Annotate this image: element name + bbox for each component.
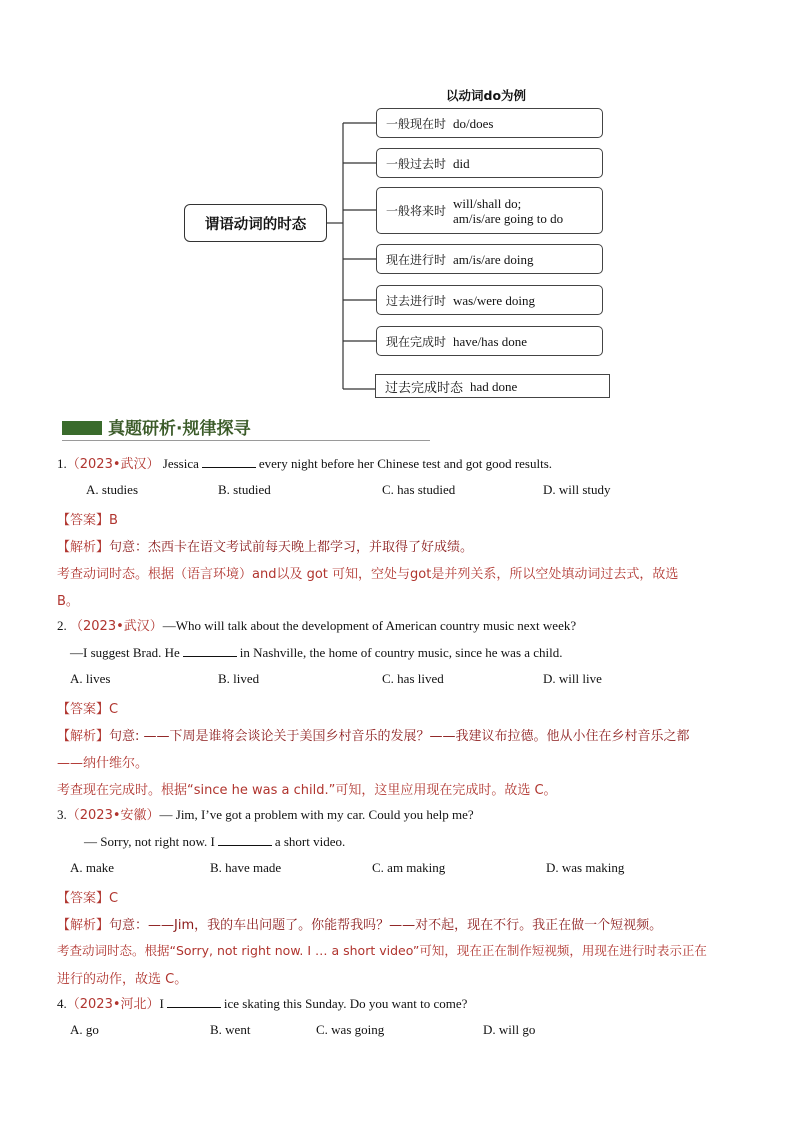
question-2-stem-line2	[70, 644, 563, 662]
tense-name: 过去进行时	[386, 293, 447, 308]
analysis-label: 【解析】	[57, 729, 110, 744]
question-source: （2023•安徽）	[66, 808, 160, 823]
question-number: 3.	[57, 807, 67, 822]
question-number: 1.	[57, 456, 67, 471]
tense-form: do/does	[453, 115, 494, 131]
tense-form: had done	[470, 378, 518, 394]
question-source: （2023•武汉）	[66, 457, 160, 472]
answer-blank	[202, 455, 256, 468]
answer-value: C	[109, 702, 119, 717]
option-c: C. has studied	[382, 482, 456, 497]
stem-text: Jessica	[162, 456, 199, 471]
section-divider	[62, 440, 430, 441]
stem-text: —Who will talk about the development of American country music next week?	[162, 618, 577, 633]
option-a: A. lives	[70, 671, 111, 686]
diagram-title: 以动词do为例	[446, 88, 527, 103]
tense-form-alt: am/is/are going to do	[453, 210, 564, 226]
answer-line	[57, 509, 118, 528]
option-b: B. went	[210, 1022, 251, 1037]
option-b: B. have made	[210, 860, 282, 875]
option-d: D. will live	[543, 671, 602, 686]
analysis-line	[57, 914, 662, 933]
answer-label: 【答案】	[57, 702, 110, 717]
stem-text: — Jim, I’ve got a problem with my car. Could you help me?	[159, 807, 474, 822]
tense-name: 一般现在时	[386, 116, 447, 131]
option-a: A. go	[70, 1022, 99, 1037]
option-d: D. will go	[483, 1022, 536, 1037]
analysis-text: 考查现在完成时。根据“since he was a child.”可知，这里应用现在完成时。故选 C。	[57, 783, 557, 798]
question-1-stem	[57, 455, 552, 474]
answer-line	[57, 887, 118, 906]
answer-label: 【答案】	[57, 513, 110, 528]
answer-value: B	[109, 513, 118, 528]
tense-form: was/were doing	[453, 292, 535, 308]
tense-node-simple-future	[376, 187, 603, 234]
answer-label: 【答案】	[57, 891, 110, 906]
answer-blank	[183, 644, 237, 657]
section-title: 真题研析·规律探寻	[108, 419, 251, 439]
stem-text: ice skating this Sunday. Do you want to come?	[223, 996, 468, 1011]
option-b: B. lived	[218, 671, 260, 686]
answer-blank	[218, 833, 272, 846]
option-d: D. will study	[543, 482, 611, 497]
answer-line	[57, 698, 118, 717]
analysis-label: 【解析】	[57, 918, 110, 933]
tense-node-simple-past	[376, 148, 603, 178]
diagram-root-node: 谓语动词的时态	[184, 204, 327, 242]
stem-text: a short video.	[274, 834, 346, 849]
tense-name: 一般过去时	[386, 156, 447, 171]
tense-form: will/shall do;	[453, 195, 522, 211]
tense-name: 现在完成时	[386, 334, 447, 349]
tense-name: 现在进行时	[386, 252, 447, 267]
stem-text: in Nashville, the home of country music, since he was a child.	[239, 645, 563, 660]
question-3-stem-line2	[84, 833, 345, 851]
stem-text: —I suggest Brad. He	[70, 645, 180, 660]
analysis-text: B。	[57, 594, 79, 609]
option-c: C. has lived	[382, 671, 444, 686]
analysis-text: 句意: ——下周是谁将会谈论关于美国乡村音乐的发展？——我建议布拉德。他从小住在乡村音乐之都	[109, 729, 690, 744]
option-a: A. make	[70, 860, 115, 875]
stem-text: every night before her Chinese test and got good results.	[258, 456, 553, 471]
question-source: （2023•武汉）	[70, 619, 163, 634]
tense-node-present-continuous	[376, 244, 603, 274]
question-2-stem	[57, 617, 576, 636]
analysis-text: 句意：——Jim，我的车出问题了。你能帮我吗？——对不起，现在不行。我正在做一个短视频。	[109, 918, 663, 933]
option-d: D. was making	[546, 860, 625, 875]
tense-node-simple-present	[376, 108, 603, 138]
question-4-stem	[57, 995, 467, 1014]
tense-form: am/is/are doing	[453, 251, 534, 267]
analysis-text: 句意：杰西卡在语文考试前每天晚上都学习，并取得了好成绩。	[109, 540, 474, 555]
option-b: B. studied	[218, 482, 271, 497]
stem-text: — Sorry, not right now. I	[84, 834, 215, 849]
analysis-line	[57, 725, 690, 744]
analysis-text: 考查动词时态。根据（语言环境）and以及 got 可知，空处与got是并列关系，所以空处填动词过去式，故选	[57, 567, 679, 582]
question-3-stem	[57, 806, 474, 825]
section-marker	[62, 421, 102, 435]
option-a: A. studies	[86, 482, 138, 497]
question-number: 4.	[57, 996, 67, 1011]
analysis-label: 【解析】	[57, 540, 110, 555]
tense-node-past-perfect	[375, 374, 610, 398]
tense-node-present-perfect	[376, 326, 603, 356]
option-c: C. am making	[372, 860, 446, 875]
analysis-text: ——纳什维尔。	[57, 756, 149, 771]
tense-form: have/has done	[453, 333, 528, 349]
question-source: （2023•河北）	[66, 997, 160, 1012]
stem-text: I	[159, 996, 164, 1011]
tense-form: did	[453, 155, 470, 171]
option-c: C. was going	[316, 1022, 385, 1037]
analysis-line	[57, 536, 473, 555]
analysis-text: 考查动词时态。根据“Sorry, not right now. I … a short video”可知，现在正在制作短视频，用现在进行时表示正在	[57, 943, 707, 958]
answer-value: C	[109, 891, 119, 906]
question-number: 2.	[57, 618, 67, 633]
tense-name: 一般将来时	[386, 204, 447, 218]
analysis-text: 进行的动作，故选 C。	[57, 972, 188, 987]
tense-name: 过去完成时态	[385, 380, 464, 396]
tense-node-past-continuous	[376, 285, 603, 315]
answer-blank	[167, 995, 221, 1008]
